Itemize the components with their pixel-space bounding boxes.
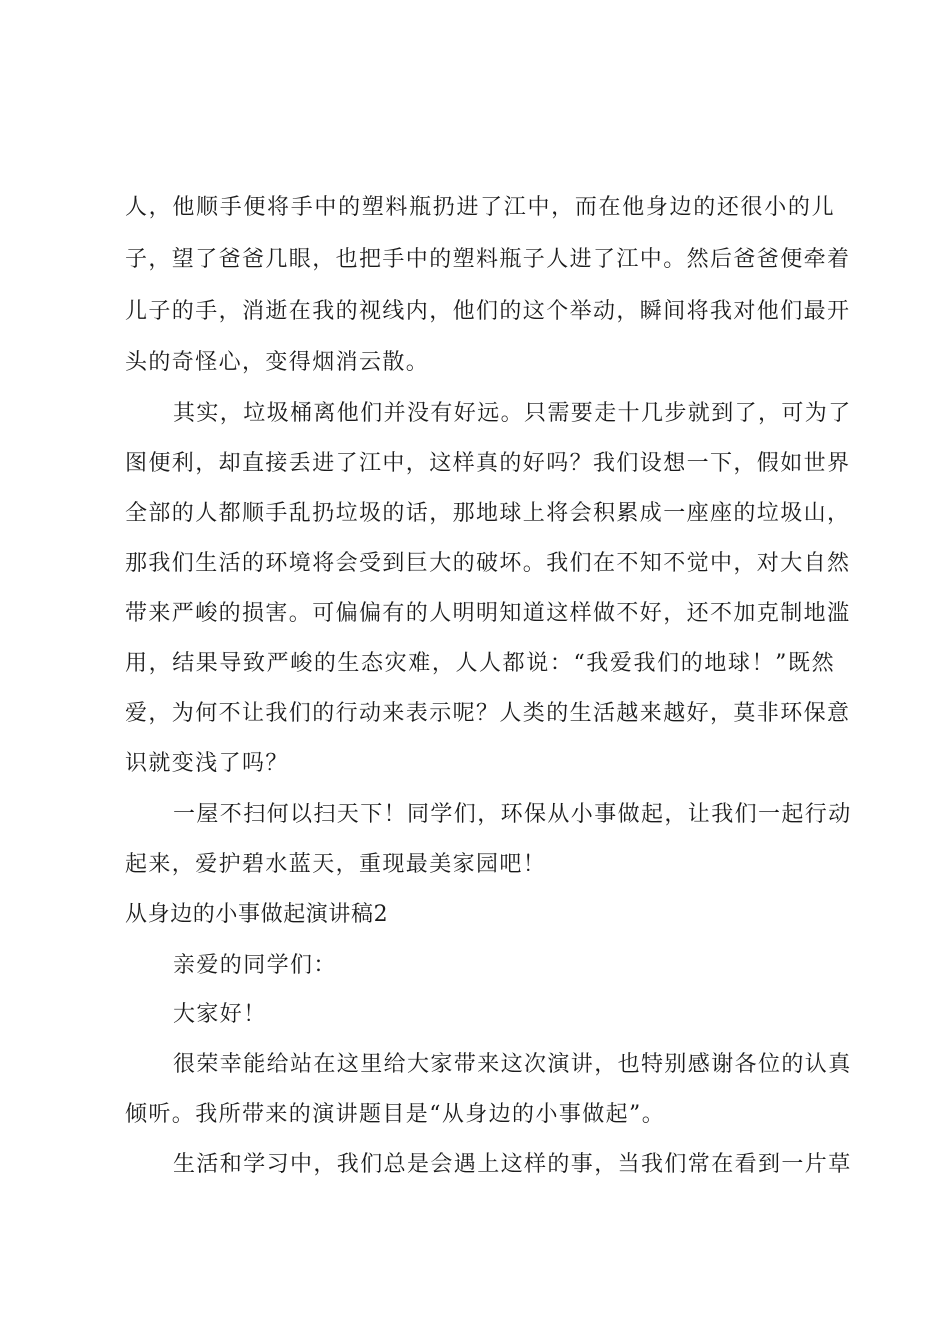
text-line: 其实，垃圾桶离他们并没有好远。只需要走十几步就到了，可为了 [173, 401, 852, 426]
text-line: 儿子的手，消逝在我的视线内，他们的这个举动，瞬间将我对他们最开 [125, 299, 851, 324]
text-line: 子，望了爸爸几眼，也把手中的塑料瓶子人进了江中。然后爸爸便牵着 [125, 247, 851, 272]
salutation: 亲爱的同学们： [173, 953, 337, 978]
text-line: 图便利，却直接丢进了江中，这样真的好吗？我们设想一下，假如世界 [125, 451, 851, 476]
text-line: 人，他顺手便将手中的塑料瓶扔进了江中，而在他身边的还很小的儿 [125, 195, 835, 220]
text-line: 那我们生活的环境将会受到巨大的破坏。我们在不知不觉中，对大自然 [125, 551, 851, 576]
text-line: 爱，为何不让我们的行动来表示呢？人类的生活越来越好，莫非环保意 [125, 701, 851, 726]
text-line: 用，结果导致严峻的生态灾难，人人都说：“我爱我们的地球！”既然 [125, 651, 835, 676]
text-line: 全部的人都顺手乱扔垃圾的话，那地球上将会积累成一座座的垃圾山， [125, 501, 851, 526]
text-line: 倾听。我所带来的演讲题目是“从身边的小事做起”。 [125, 1102, 666, 1127]
text-line: 起来，爱护碧水蓝天，重现最美家园吧！ [125, 852, 547, 877]
text-line: 带来严峻的损害。可偏偏有的人明明知道这样做不好，还不加克制地滥 [125, 601, 851, 626]
text-line: 一屋不扫何以扫天下！同学们，环保从小事做起，让我们一起行动 [173, 802, 852, 827]
section-heading: 从身边的小事做起演讲稿2 [125, 902, 389, 927]
text-line: 生活和学习中，我们总是会遇上这样的事，当我们常在看到一片草 [173, 1152, 852, 1177]
text-line: 识就变浅了吗？ [125, 751, 289, 776]
text-line: 很荣幸能给站在这里给大家带来这次演讲，也特别感谢各位的认真 [173, 1052, 852, 1077]
greeting: 大家好！ [173, 1002, 267, 1027]
text-line: 头的奇怪心，变得烟消云散。 [125, 350, 430, 375]
